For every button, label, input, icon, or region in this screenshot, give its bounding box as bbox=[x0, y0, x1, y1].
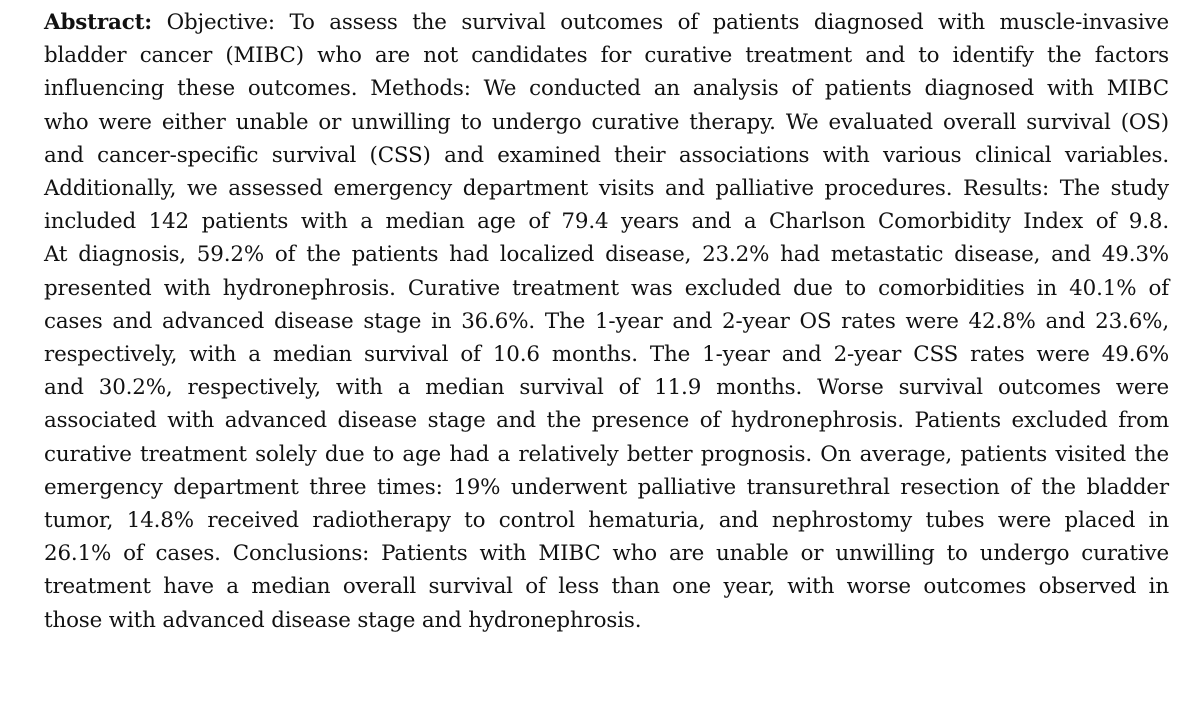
abstract-line-11: respectively, with a median survival of 10.6 months. The 1-year and 2-year CSS rates were 49.6% bbox=[44, 342, 1169, 368]
abstract-line-3: influencing these outcomes. Methods: We conducted an analysis of patients diagnosed with MIBC bbox=[44, 76, 1169, 102]
abstract-line-17: 26.1% of cases. Conclusions: Patients with MIBC who are unable or unwilling to undergo curative bbox=[44, 541, 1169, 567]
abstract-line-7: included 142 patients with a median age of 79.4 years and a Charlson Comorbidity Index of 9.8. bbox=[44, 209, 1169, 235]
abstract-line-14: curative treatment solely due to age had a relatively better prognosis. On average, patients visited the bbox=[44, 441, 1169, 467]
abstract-paragraph bbox=[44, 6, 1169, 637]
abstract-line-18: treatment have a median overall survival of less than one year, with worse outcomes observed in bbox=[44, 574, 1169, 600]
abstract-line-19: those with advanced disease stage and hydronephrosis. bbox=[44, 607, 642, 633]
abstract-line-13: associated with advanced disease stage and the presence of hydronephrosis. Patients excluded from bbox=[44, 408, 1169, 434]
abstract-label: Abstract: bbox=[44, 10, 153, 35]
abstract-line-4: who were either unable or unwilling to undergo curative therapy. We evaluated overall survival (OS) bbox=[44, 109, 1169, 135]
abstract-line-10: cases and advanced disease stage in 36.6%. The 1-year and 2-year OS rates were 42.8% and 23.6%, bbox=[44, 308, 1169, 334]
abstract-line-6: Additionally, we assessed emergency department visits and palliative procedures. Results: The study bbox=[44, 176, 1169, 202]
abstract-line-2: bladder cancer (MIBC) who are not candidates for curative treatment and to identify the factors bbox=[44, 43, 1169, 69]
abstract-line-5: and cancer-specific survival (CSS) and examined their associations with various clinical variables. bbox=[44, 142, 1169, 168]
abstract-line-1 bbox=[44, 6, 1169, 39]
abstract-line-15: emergency department three times: 19% underwent palliative transurethral resection of the bladder bbox=[44, 474, 1169, 500]
abstract-line-text: Objective: To assess the survival outcomes of patients diagnosed with muscle-invasive bbox=[152, 10, 1169, 35]
abstract-line-16: tumor, 14.8% received radiotherapy to control hematuria, and nephrostomy tubes were placed in bbox=[44, 508, 1169, 534]
abstract-line-12: and 30.2%, respectively, with a median survival of 11.9 months. Worse survival outcomes were bbox=[44, 375, 1169, 401]
abstract-line-8: At diagnosis, 59.2% of the patients had localized disease, 23.2% had metastatic disease, and 49.3% bbox=[44, 242, 1169, 268]
abstract-line-9: presented with hydronephrosis. Curative treatment was excluded due to comorbidities in 40.1% of bbox=[44, 275, 1169, 301]
